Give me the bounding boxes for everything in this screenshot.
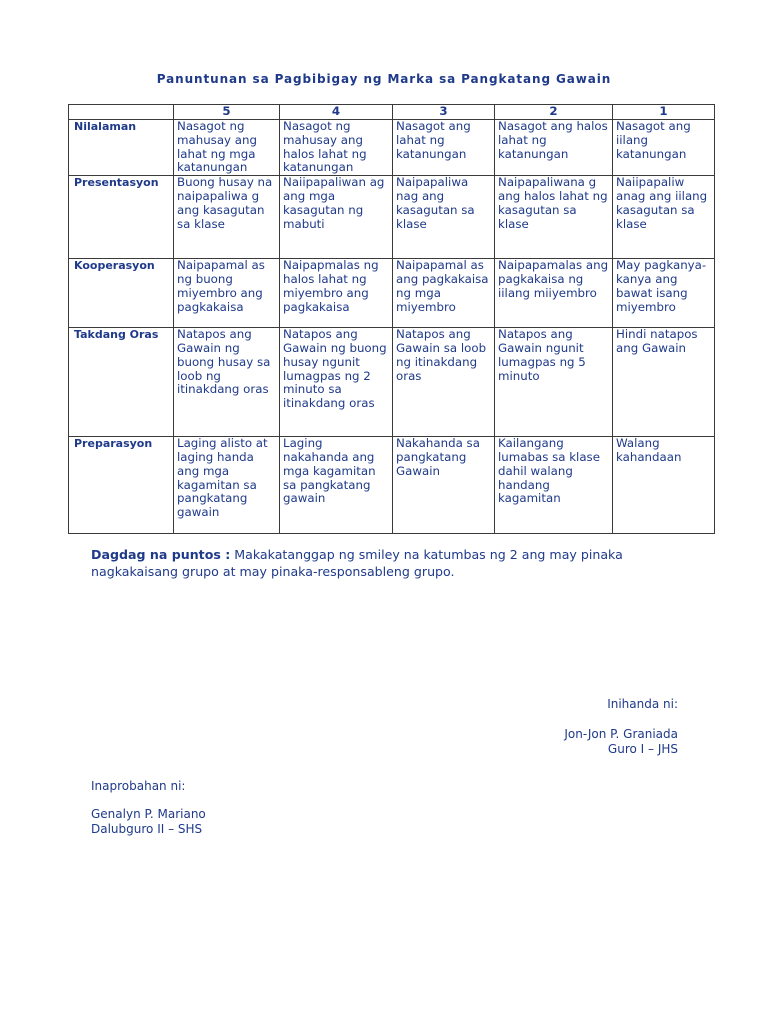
header-cell-score-2: 2 [495,105,613,120]
table-cell: Nasagot ang halos lahat ng katanungan [495,120,613,176]
header-cell-score-5: 5 [174,105,280,120]
table-cell: Natapos ang Gawain ngunit lumagpas ng 5 minuto [495,328,613,437]
table-row [69,328,715,437]
criterion-cell: Kooperasyon [69,259,174,328]
table-cell: May pagkanya-kanya ang bawat isang miyembro [613,259,715,328]
table-cell: Laging alisto at laging handa ang mga kagamitan sa pangkatang gawain [174,437,280,534]
table-cell: Natapos ang Gawain sa loob ng itinakdang oras [393,328,495,437]
table-cell: Laging nakahanda ang mga kagamitan sa pangkatang gawain [280,437,393,534]
header-cell-score-1: 1 [613,105,715,120]
table-row [69,176,715,259]
criterion-cell: Presentasyon [69,176,174,259]
table-cell: Nasagot ang lahat ng katanungan [393,120,495,176]
table-row [69,259,715,328]
criterion-cell: Nilalaman [69,120,174,176]
page-title: Panuntunan sa Pagbibigay ng Marka sa Pangkatang Gawain [156,72,612,86]
table-cell: Walang kahandaan [613,437,715,534]
table-cell: Naiipapaliwan ag ang mga kasagutan ng mabuti [280,176,393,259]
table-cell: Naipapmalas ng halos lahat ng miyembro ang pagkakaisa [280,259,393,328]
criterion-cell: Preparasyon [69,437,174,534]
table-cell: Natapos ang Gawain ng buong husay ngunit lumagpas ng 2 minuto sa itinakdang oras [280,328,393,437]
table-cell: Naipapaliwa nag ang kasagutan sa klase [393,176,495,259]
table-cell: Nasagot ng mahusay ang halos lahat ng katanungan [280,120,393,176]
table-cell: Buong husay na naipapaliwa g ang kasagutan sa klase [174,176,280,259]
approver-position: Dalubguro II – SHS [91,822,203,836]
extra-points-note [91,546,711,580]
table-row [69,120,715,176]
table-cell: Natapos ang Gawain ng buong husay sa loob ng itinakdang oras [174,328,280,437]
preparer-position: Guro I – JHS [607,742,678,756]
table-row [69,437,715,534]
header-cell-blank [69,105,174,120]
extra-points-text: Makakatanggap ng smiley na katumbas ng 2 ang may pinaka nagkakaisang grupo at may pinaka-responsableng grupo. [91,547,623,579]
table-cell: Kailangang lumabas sa klase dahil walang handang kagamitan [495,437,613,534]
table-cell: Hindi natapos ang Gawain [613,328,715,437]
table-cell: Naipapamalas ang pagkakaisa ng iilang miiyembro [495,259,613,328]
approved-by-label: Inaprobahan ni: [91,779,186,793]
table-cell: Nasagot ang iilang katanungan [613,120,715,176]
header-cell-score-3: 3 [393,105,495,120]
table-cell: Nakahanda sa pangkatang Gawain [393,437,495,534]
table-cell: Naiipapaliw anag ang iilang kasagutan sa klase [613,176,715,259]
preparer-name: Jon-Jon P. Graniada [564,727,678,741]
extra-points-label: Dagdag na puntos : [91,547,231,562]
prepared-by-label: Inihanda ni: [607,697,678,711]
table-cell: Naipapamal as ang pagkakaisa ng mga miyembro [393,259,495,328]
header-cell-score-4: 4 [280,105,393,120]
approver-name: Genalyn P. Mariano [91,807,206,821]
table-cell: Naipapaliwana g ang halos lahat ng kasagutan sa klase [495,176,613,259]
criterion-cell: Takdang Oras [69,328,174,437]
rubric-table [68,104,715,534]
table-cell: Naipapamal as ng buong miyembro ang pagkakaisa [174,259,280,328]
header-row [69,105,715,120]
table-cell: Nasagot ng mahusay ang lahat ng mga katanungan [174,120,280,176]
